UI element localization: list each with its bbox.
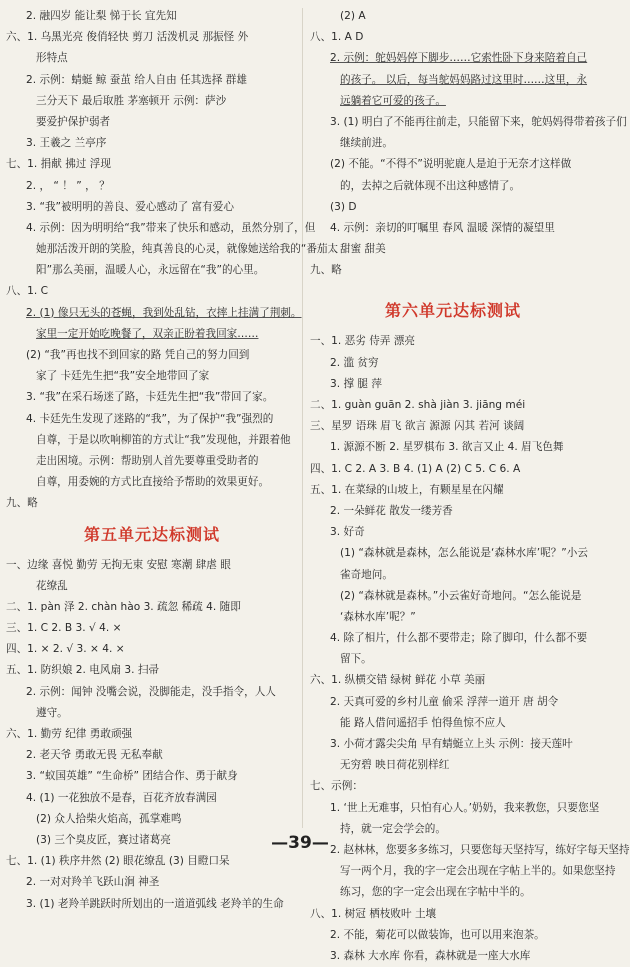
answer-line: 二、1. guàn guān 2. shà jiàn 3. jiāng méi: [310, 399, 526, 411]
answer-line: 阳”那么美丽，温暖人心，永远留在“我”的心里。: [36, 264, 265, 277]
answer-line: 六、1. 纵横交错 绿树 鲜花 小草 美丽: [310, 674, 486, 687]
answer-line: 五、1. 防织娘 2. 电风扇 3. 扫帚: [6, 664, 160, 677]
answer-line: 4. 除了相片，什么都不要带走；除了脚印，什么都不要: [330, 632, 588, 645]
answer-line: 练习，您的字一定会出现在字帖中半的。: [340, 886, 531, 899]
answer-line: 能 路人借问遥招手 怕得鱼惊不应人: [340, 716, 506, 729]
answer-line: 3. “我”在采石场迷了路，卡廷先生把“我”带回了家。: [26, 391, 274, 404]
right-answers-unit6: [310, 331, 630, 967]
answer-line: 持，就一定会学会的。: [340, 822, 446, 835]
unit6-title: 第六单元达标测试: [384, 301, 521, 321]
answer-line: 3. (1) 老羚羊跳跃时所划出的一道道弧线 老羚羊的生命: [26, 897, 284, 910]
answer-line: 一、1. 恶劣 侍弄 漂亮: [310, 335, 415, 348]
answer-line: 1. 源源不断 2. 星罗棋布 3. 欲言又止 4. 眉飞色舞: [330, 441, 564, 454]
answer-line: 八、1. A D: [310, 31, 364, 44]
answer-line: 花缭乱: [36, 579, 68, 592]
answer-line: 2. 一朵鲜花 散发一缕芳香: [330, 504, 453, 517]
answer-line: 2. 不能，菊花可以做装饰，也可以用来泡茶。: [330, 928, 545, 941]
answer-line: ‘森林水库’呢？”: [340, 610, 416, 623]
answer-line: 三、星罗 语珠 眉飞 欲言 源源 闪其 若河 谈阔: [310, 420, 525, 433]
answer-line: 她那活泼开朗的笑脸，纯真善良的心灵，就像她送给我的“番茄太: [36, 243, 339, 256]
answer-line: 八、1. C: [6, 285, 49, 298]
answer-line: 雀奇地问。: [340, 568, 393, 581]
answer-line: 五、1. 在菜绿的山坡上，有颗星星在闪耀: [310, 483, 504, 496]
answer-line: 二、1. pàn 泽 2. chàn hào 3. 疏忽 稀疏 4. 随即: [6, 600, 241, 613]
answer-line: 2. 老天爷 勇敢无畏 无私奉献: [26, 749, 163, 762]
answer-line: 形特点: [36, 52, 68, 65]
column-divider: [302, 8, 303, 828]
answer-line: 四、1. × 2. √ 3. × 4. ×: [6, 643, 125, 656]
answer-line: 2. 融四岁 能让梨 悌于长 宜先知: [26, 10, 177, 22]
answer-line: 三分天下 最后取胜 茅塞顿开 示例：萨沙: [36, 94, 227, 107]
answer-line: 六、1. 乌黑光亮 俊俏轻快 剪刀 活泼机灵 那振怪 外: [6, 31, 249, 44]
answer-line: 3. 王羲之 兰亭序: [26, 137, 107, 150]
answer-line: (2) “我”再也找不到回家的路 凭自己的努力回到: [26, 349, 250, 361]
answer-line: 2. 滥 贫穷: [330, 356, 379, 369]
answer-line: 4. 示例：亲切的叮嘱里 春风 温暖 深情的凝望里: [330, 221, 555, 234]
answer-line: 远躺着它可爱的孩子。: [340, 94, 446, 107]
answer-line: 3. “蚁国英雄” “生命桥” 团结合作、勇于献身: [26, 770, 238, 783]
answer-line: 三、1. C 2. B 3. √ 4. ×: [6, 622, 122, 635]
answer-line: 四、1. C 2. A 3. B 4. (1) A (2) C 5. C 6. A: [310, 462, 521, 475]
answer-line: 自尊，用委婉的方式比直接给予帮助的效果更好。: [36, 476, 270, 489]
answer-line: 4. 示例：因为明明给“我”带来了快乐和感动，虽然分别了，但: [26, 221, 316, 234]
answer-line: 的，去掉之后就体现不出这种感情了。: [340, 179, 521, 192]
answer-line: 九、略: [310, 264, 342, 277]
answer-line: 家里一定开始吃晚餐了，双亲正盼着我回家……: [36, 327, 259, 340]
answer-line: 2. ， “ ！ ” ， ？: [26, 179, 110, 192]
answer-line: (2) 不能。“不得不”说明驼鹿人是迫于无奈才这样做: [330, 158, 572, 171]
answer-line: (3) 三个臭皮匠，赛过诸葛亮: [36, 833, 171, 846]
answer-line: 七、示例：: [310, 780, 363, 793]
answer-line: 自尊，于是以吹响柳笛的方式让“我”发现他，并跟着他: [36, 433, 291, 446]
answer-line: 留下。: [340, 653, 372, 666]
answer-line: 七、1. (1) 秩序井然 (2) 眼花缭乱 (3) 目瞪口呆: [6, 855, 230, 868]
answer-line: 4. 卡廷先生发现了迷路的“我”，为了保护“我”强烈的: [26, 412, 274, 425]
answer-line: 2. 示例：鸵妈妈停下脚步……它索性卧下身来陪着自己: [330, 52, 588, 65]
answer-line: 遵守。: [36, 706, 68, 719]
answer-line: 2. 示例：蜻蜓 鲸 蚕茧 给人自由 任其选择 群雄: [26, 73, 247, 86]
answer-line: (2) A: [340, 10, 366, 22]
answer-line: 2. 一对对羚羊飞跃山涧 神圣: [26, 876, 160, 889]
answer-line: 4. (1) 一花独放不是春，百花齐放春满园: [26, 791, 217, 804]
answer-line: 七、1. 捐献 拂过 浮现: [6, 158, 111, 171]
answer-line: 1. ‘世上无难事，只怕有心人。’奶奶，我来教您，只要您坚: [330, 801, 600, 814]
answer-line: 3. “我”被明明的善良、爱心感动了 富有爱心: [26, 200, 234, 213]
answer-line: 3. 森林 大水库 你看，森林就是一座大水库: [330, 949, 531, 962]
right-answers-unit5-cont: [310, 6, 627, 281]
answer-line: 2. (1) 像只无头的苍蝇，我到处乱钻，衣摔上挂满了荆刺。: [26, 306, 302, 319]
answer-line: 八、1. 树冠 栖枝败叶 土壤: [310, 907, 437, 920]
answer-line: 继续前进。: [340, 137, 393, 150]
answer-line: 家了 卡廷先生把“我”安全地带回了家: [36, 370, 210, 383]
answer-line: 3. 撑 腿 萍: [330, 377, 382, 390]
answer-line: 甜蜜 甜美: [340, 243, 386, 256]
answer-line: (2) 众人拾柴火焰高，孤掌难鸣: [36, 812, 182, 825]
answer-line: 3. 小荷才露尖尖角 早有蜻蜓立上头 示例：接天莲叶: [330, 738, 573, 750]
answer-line: 一、边缘 喜悦 勤劳 无拘无束 安慰 寒潮 肆虐 眼: [6, 558, 231, 571]
answer-line: 要爱护保护弱者: [36, 115, 111, 128]
right-column: [310, 6, 630, 967]
answer-line: 的孩子。 以后，每当鸵妈妈路过这里时……这里，永: [340, 73, 588, 86]
answer-line: 2. 示例：闻钟 没嘴会说，没脚能走，没手指令，人人: [26, 685, 276, 698]
answer-line: 六、1. 勤劳 纪律 勇敢顽强: [6, 728, 133, 740]
left-answers-unit5: [6, 555, 298, 915]
answer-line: (3) D: [330, 200, 357, 213]
answer-line: 走出困境。示例：帮助别人首先要尊重受助者的: [36, 454, 259, 467]
answer-line: 2. 赵林林，您要多多练习，只要您每天坚持写，练好字每天坚持: [330, 843, 630, 856]
answer-line: 无穷碧 映日荷花别样红: [340, 759, 450, 772]
unit5-title: 第五单元达标测试: [83, 524, 220, 544]
answer-line: 写一两个月，我的字一定会出现在字帖上半的。如果您坚持: [340, 865, 616, 878]
answer-line: (2) “森林就是森林。”小云雀好奇地问。“怎么能说是: [340, 589, 582, 602]
answer-line: 九、略: [6, 497, 38, 510]
answer-line: 3. (1) 明白了不能再往前走，只能留下来，鸵妈妈得带着孩子们: [330, 115, 627, 128]
answer-line: 3. 好奇: [330, 526, 365, 539]
answer-line: (1) “森林就是森林，怎么能说是‘森林水库’呢？”小云: [340, 547, 588, 560]
page-number: —39—: [271, 833, 329, 853]
answer-line: 2. 天真可爱的乡村儿童 偷采 浮萍一道开 唐 胡令: [330, 695, 559, 708]
